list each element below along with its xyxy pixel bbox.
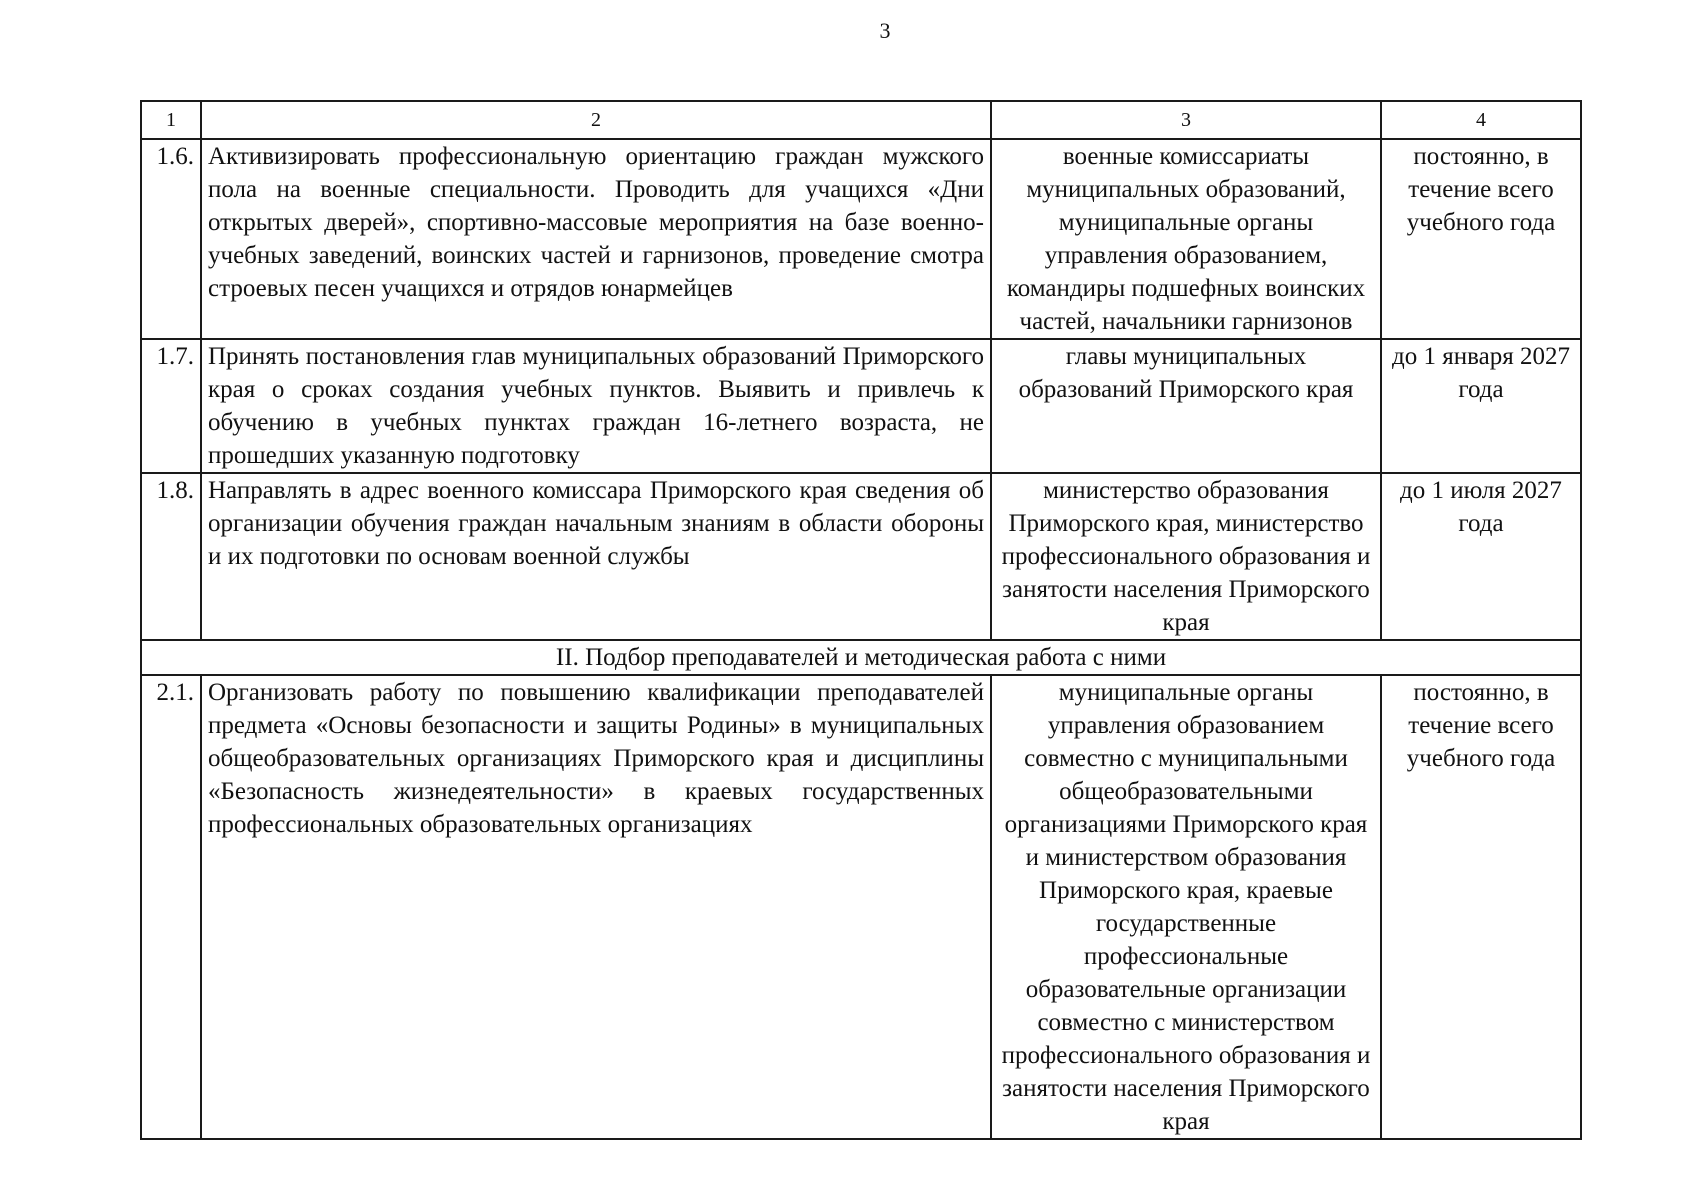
column-header-2: 2 — [201, 101, 991, 139]
column-header-3: 3 — [991, 101, 1381, 139]
action-plan-table — [140, 100, 1582, 1140]
table-header-row — [141, 101, 1581, 139]
section-heading-row — [141, 640, 1581, 675]
page-number: 3 — [879, 18, 891, 43]
column-header-1: 1 — [141, 101, 201, 139]
column-header-4: 4 — [1381, 101, 1581, 139]
row-term: постоянно, в течение всего учебного года — [1381, 675, 1581, 1139]
table-row — [141, 339, 1581, 473]
table-row — [141, 139, 1581, 339]
row-term: до 1 января 2027 года — [1381, 339, 1581, 473]
row-task: Принять постановления глав муниципальных образований Приморского края о сроках создания учебных пунктов. Выявить и привлечь к обучению в учебных пунктах граждан 16-летнего возраста, не прошедших указанную подготовку — [201, 339, 991, 473]
table-row — [141, 473, 1581, 640]
row-responsible: муниципальные органы управления образованием совместно с муниципальными общеобразовательными организациями Приморского края и министерством образования Приморского края, краевые государственные профессиональные образовательные организации совместно с министерством профессионального образования и занятости населения Приморского края — [991, 675, 1381, 1139]
row-number: 2.1. — [141, 675, 201, 1139]
row-responsible: министерство образования Приморского края, министерство профессионального образования и занятости населения Приморского края — [991, 473, 1381, 640]
row-responsible: главы муниципальных образований Приморского края — [991, 339, 1381, 473]
row-responsible: военные комиссариаты муниципальных образований, муниципальные органы управления образованием, командиры подшефных воинских частей, начальники гарнизонов — [991, 139, 1381, 339]
row-number: 1.8. — [141, 473, 201, 640]
table-row — [141, 675, 1581, 1139]
row-task: Активизировать профессиональную ориентацию граждан мужского пола на военные специальности. Проводить для учащихся «Дни открытых дверей», спортивно-массовые мероприятия на базе военно-учебных заведений, воинских частей и гарнизонов, проведение смотра строевых песен учащихся и отрядов юнармейцев — [201, 139, 991, 339]
row-term: до 1 июля 2027 года — [1381, 473, 1581, 640]
row-task: Организовать работу по повышению квалификации преподавателей предмета «Основы безопасности и защиты Родины» в муниципальных общеобразовательных организациях Приморского края и дисциплины «Безопасность жизнедеятельности» в краевых государственных профессиональных образовательных организациях — [201, 675, 991, 1139]
row-term: постоянно, в течение всего учебного года — [1381, 139, 1581, 339]
row-number: 1.7. — [141, 339, 201, 473]
section-heading: II. Подбор преподавателей и методическая работа с ними — [141, 640, 1581, 675]
row-task: Направлять в адрес военного комиссара Приморского края сведения об организации обучения граждан начальным знаниям в области обороны и их подготовки по основам военной службы — [201, 473, 991, 640]
row-number: 1.6. — [141, 139, 201, 339]
